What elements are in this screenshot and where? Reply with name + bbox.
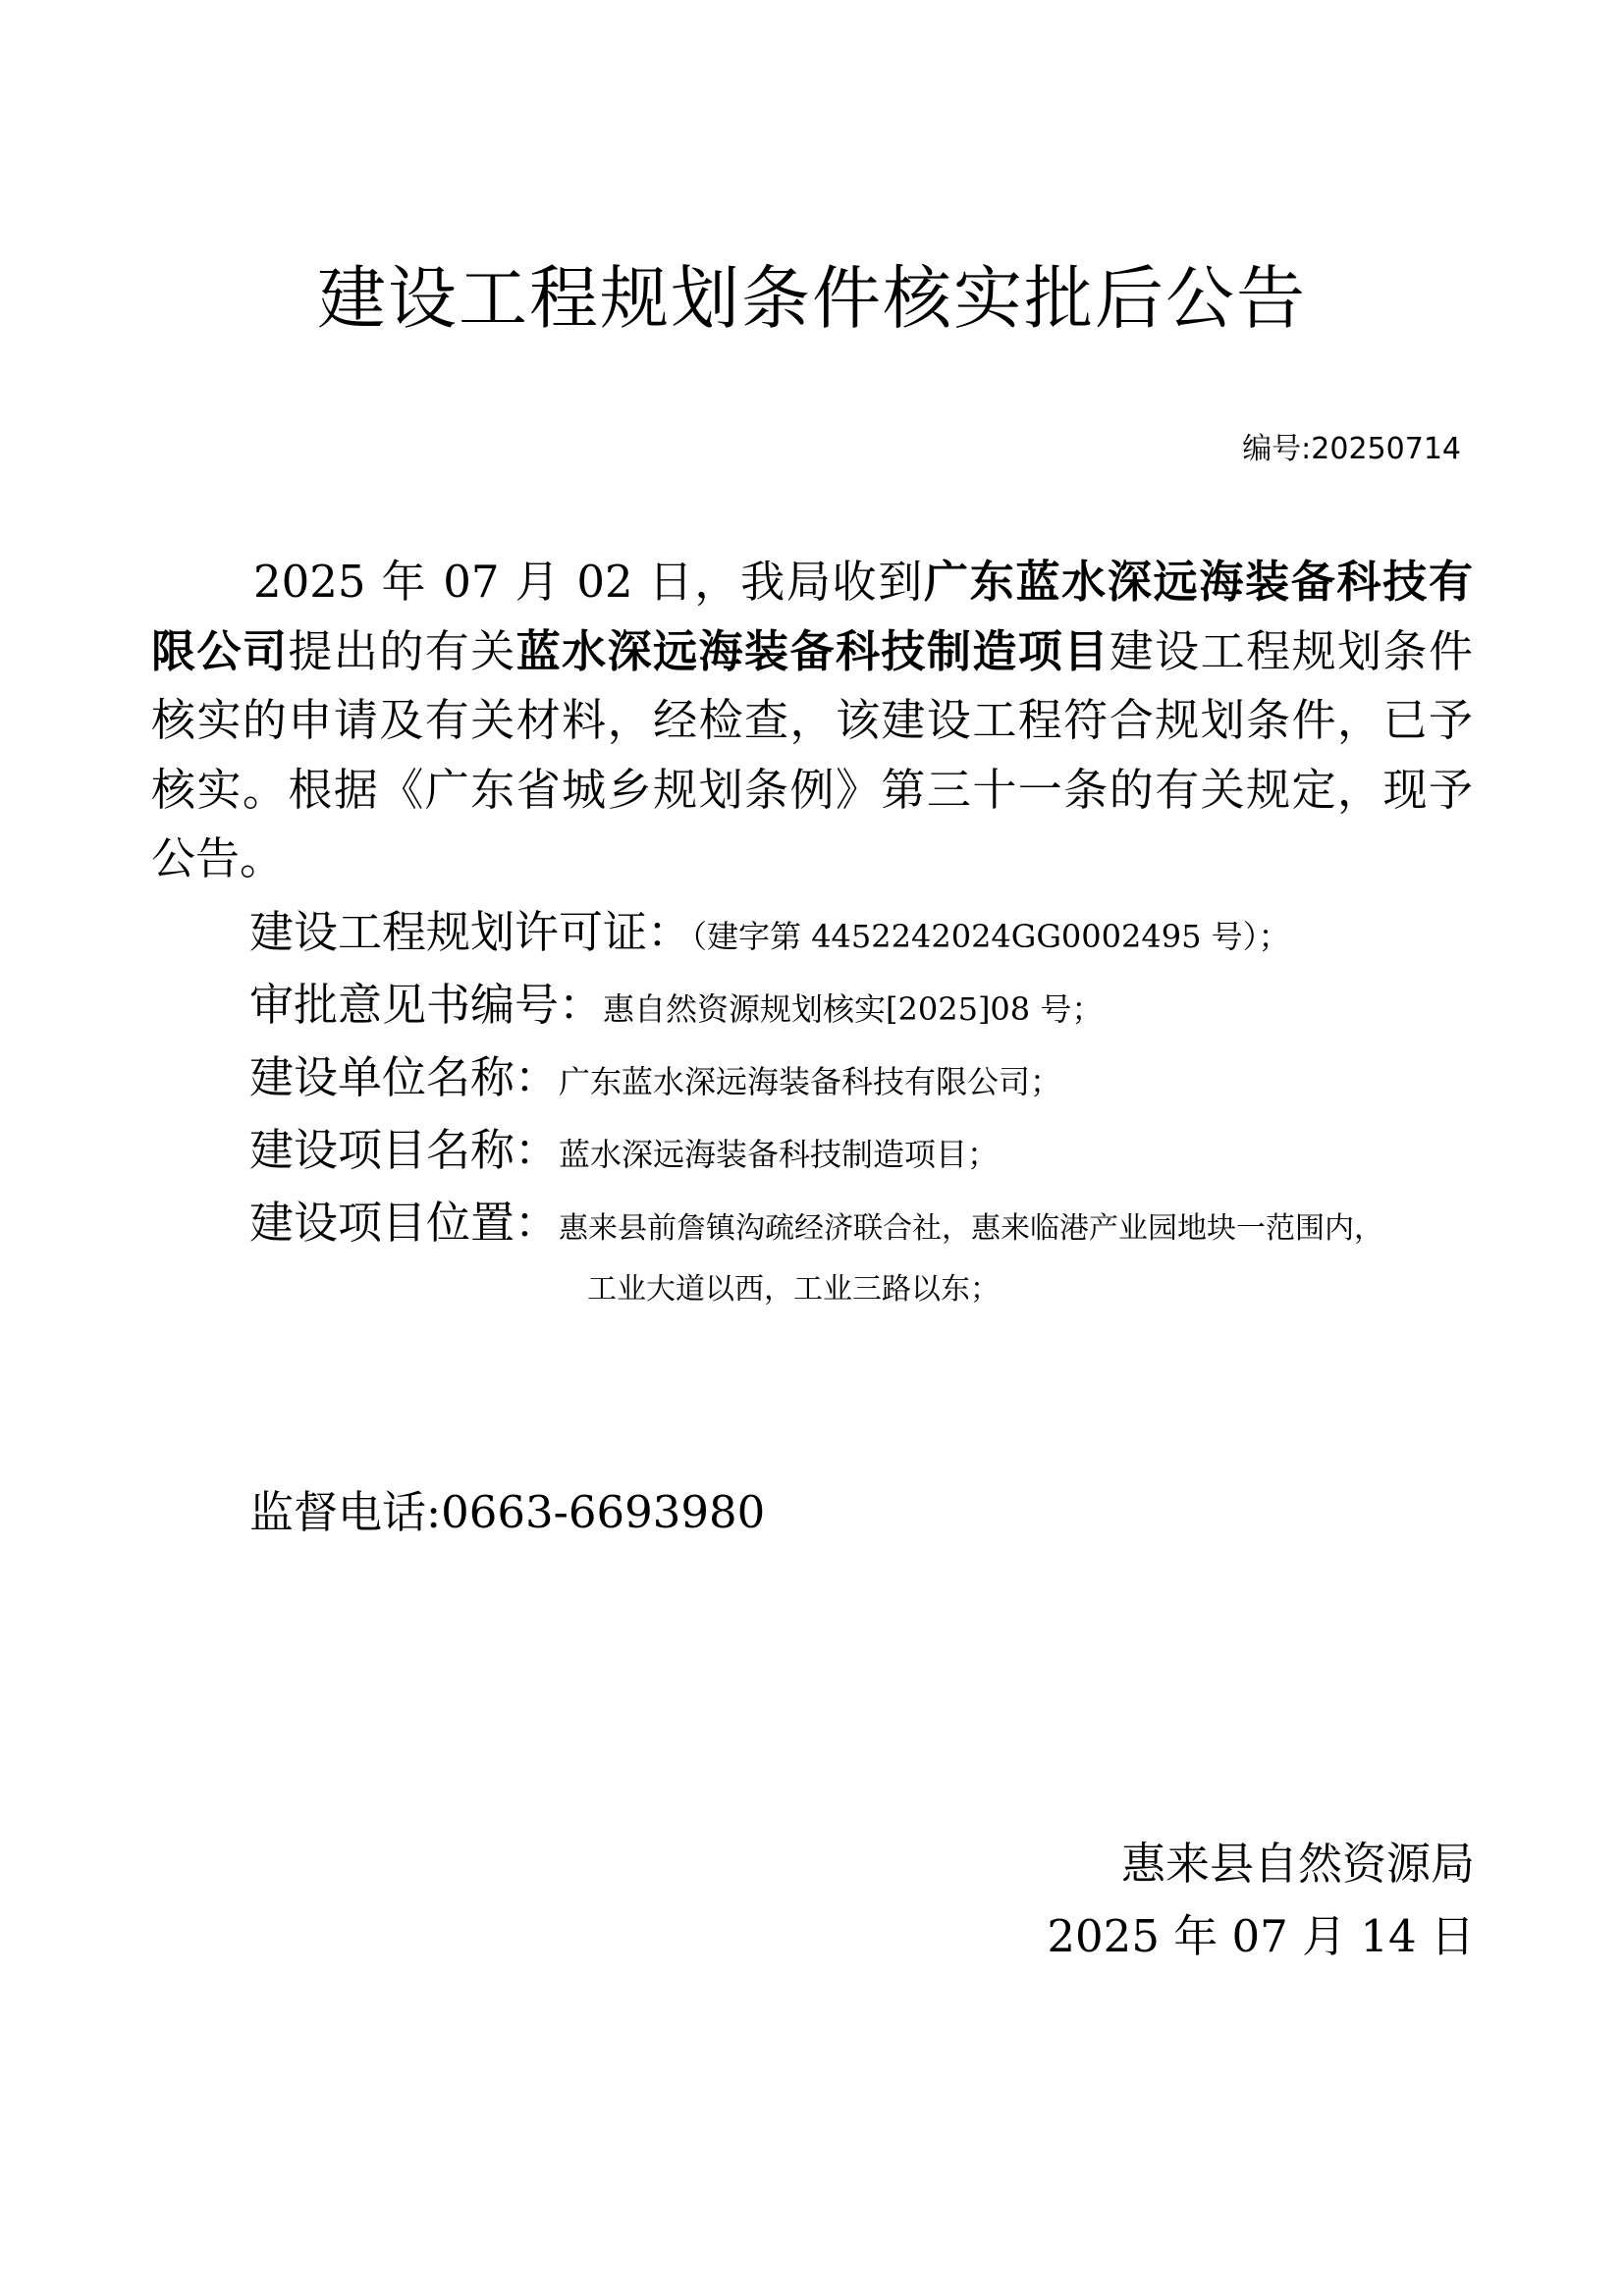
location-label: 建设项目位置： [249,1197,560,1249]
body-conclusion: 建设工程规划条件核实的申请及有关材料，经检查，该建设工程符合规划条件，已予核实。根据《广东省城乡规划条例》第三十一条的有关规定，现予公告。 [151,624,1473,884]
applicant-name: 广东蓝水深远海装备科技有限公司 [151,556,1473,677]
issuing-authority: 惠来县自然资源局 [1120,1838,1475,1890]
project-field [249,1124,999,1177]
issue-date: 2025 年 07 月 14 日 [1047,1910,1475,1962]
project-value: 蓝水深远海装备科技制造项目； [559,1136,1000,1173]
permit-label: 建设工程规划许可证： [249,906,692,958]
document-title: 建设工程规划条件核实批后公告 [317,258,1307,339]
location-value-line2: 工业大道以西，工业三路以东； [587,1272,1000,1307]
body-intro: 2025 年 07 月 02 日，我局收到 [253,556,924,608]
unit-label: 建设单位名称： [249,1051,560,1103]
supervision-hotline: 监督电话:0663-6693980 [249,1486,766,1538]
location-field [249,1197,1383,1250]
approval-label: 审批意见书编号： [249,979,604,1031]
approval-field [249,979,1103,1032]
approval-value: 惠自然资源规划核实[2025]08 号； [603,990,1104,1028]
body-connector: 提出的有关 [288,624,516,677]
document-number: 编号:20250714 [1242,432,1461,466]
location-value-line1: 惠来县前詹镇沟疏经济联合社，惠来临港产业园地块一范围内， [559,1211,1384,1246]
permit-field [249,906,1290,959]
permit-value: （建字第 4452242024GG0002495 号）； [691,918,1290,955]
unit-value: 广东蓝水深远海装备科技有限公司； [559,1063,1062,1100]
unit-field [249,1051,1061,1104]
announcement-body [151,548,1473,894]
project-name: 蓝水深远海装备科技制造项目 [515,624,1110,677]
project-label: 建设项目名称： [249,1124,560,1176]
